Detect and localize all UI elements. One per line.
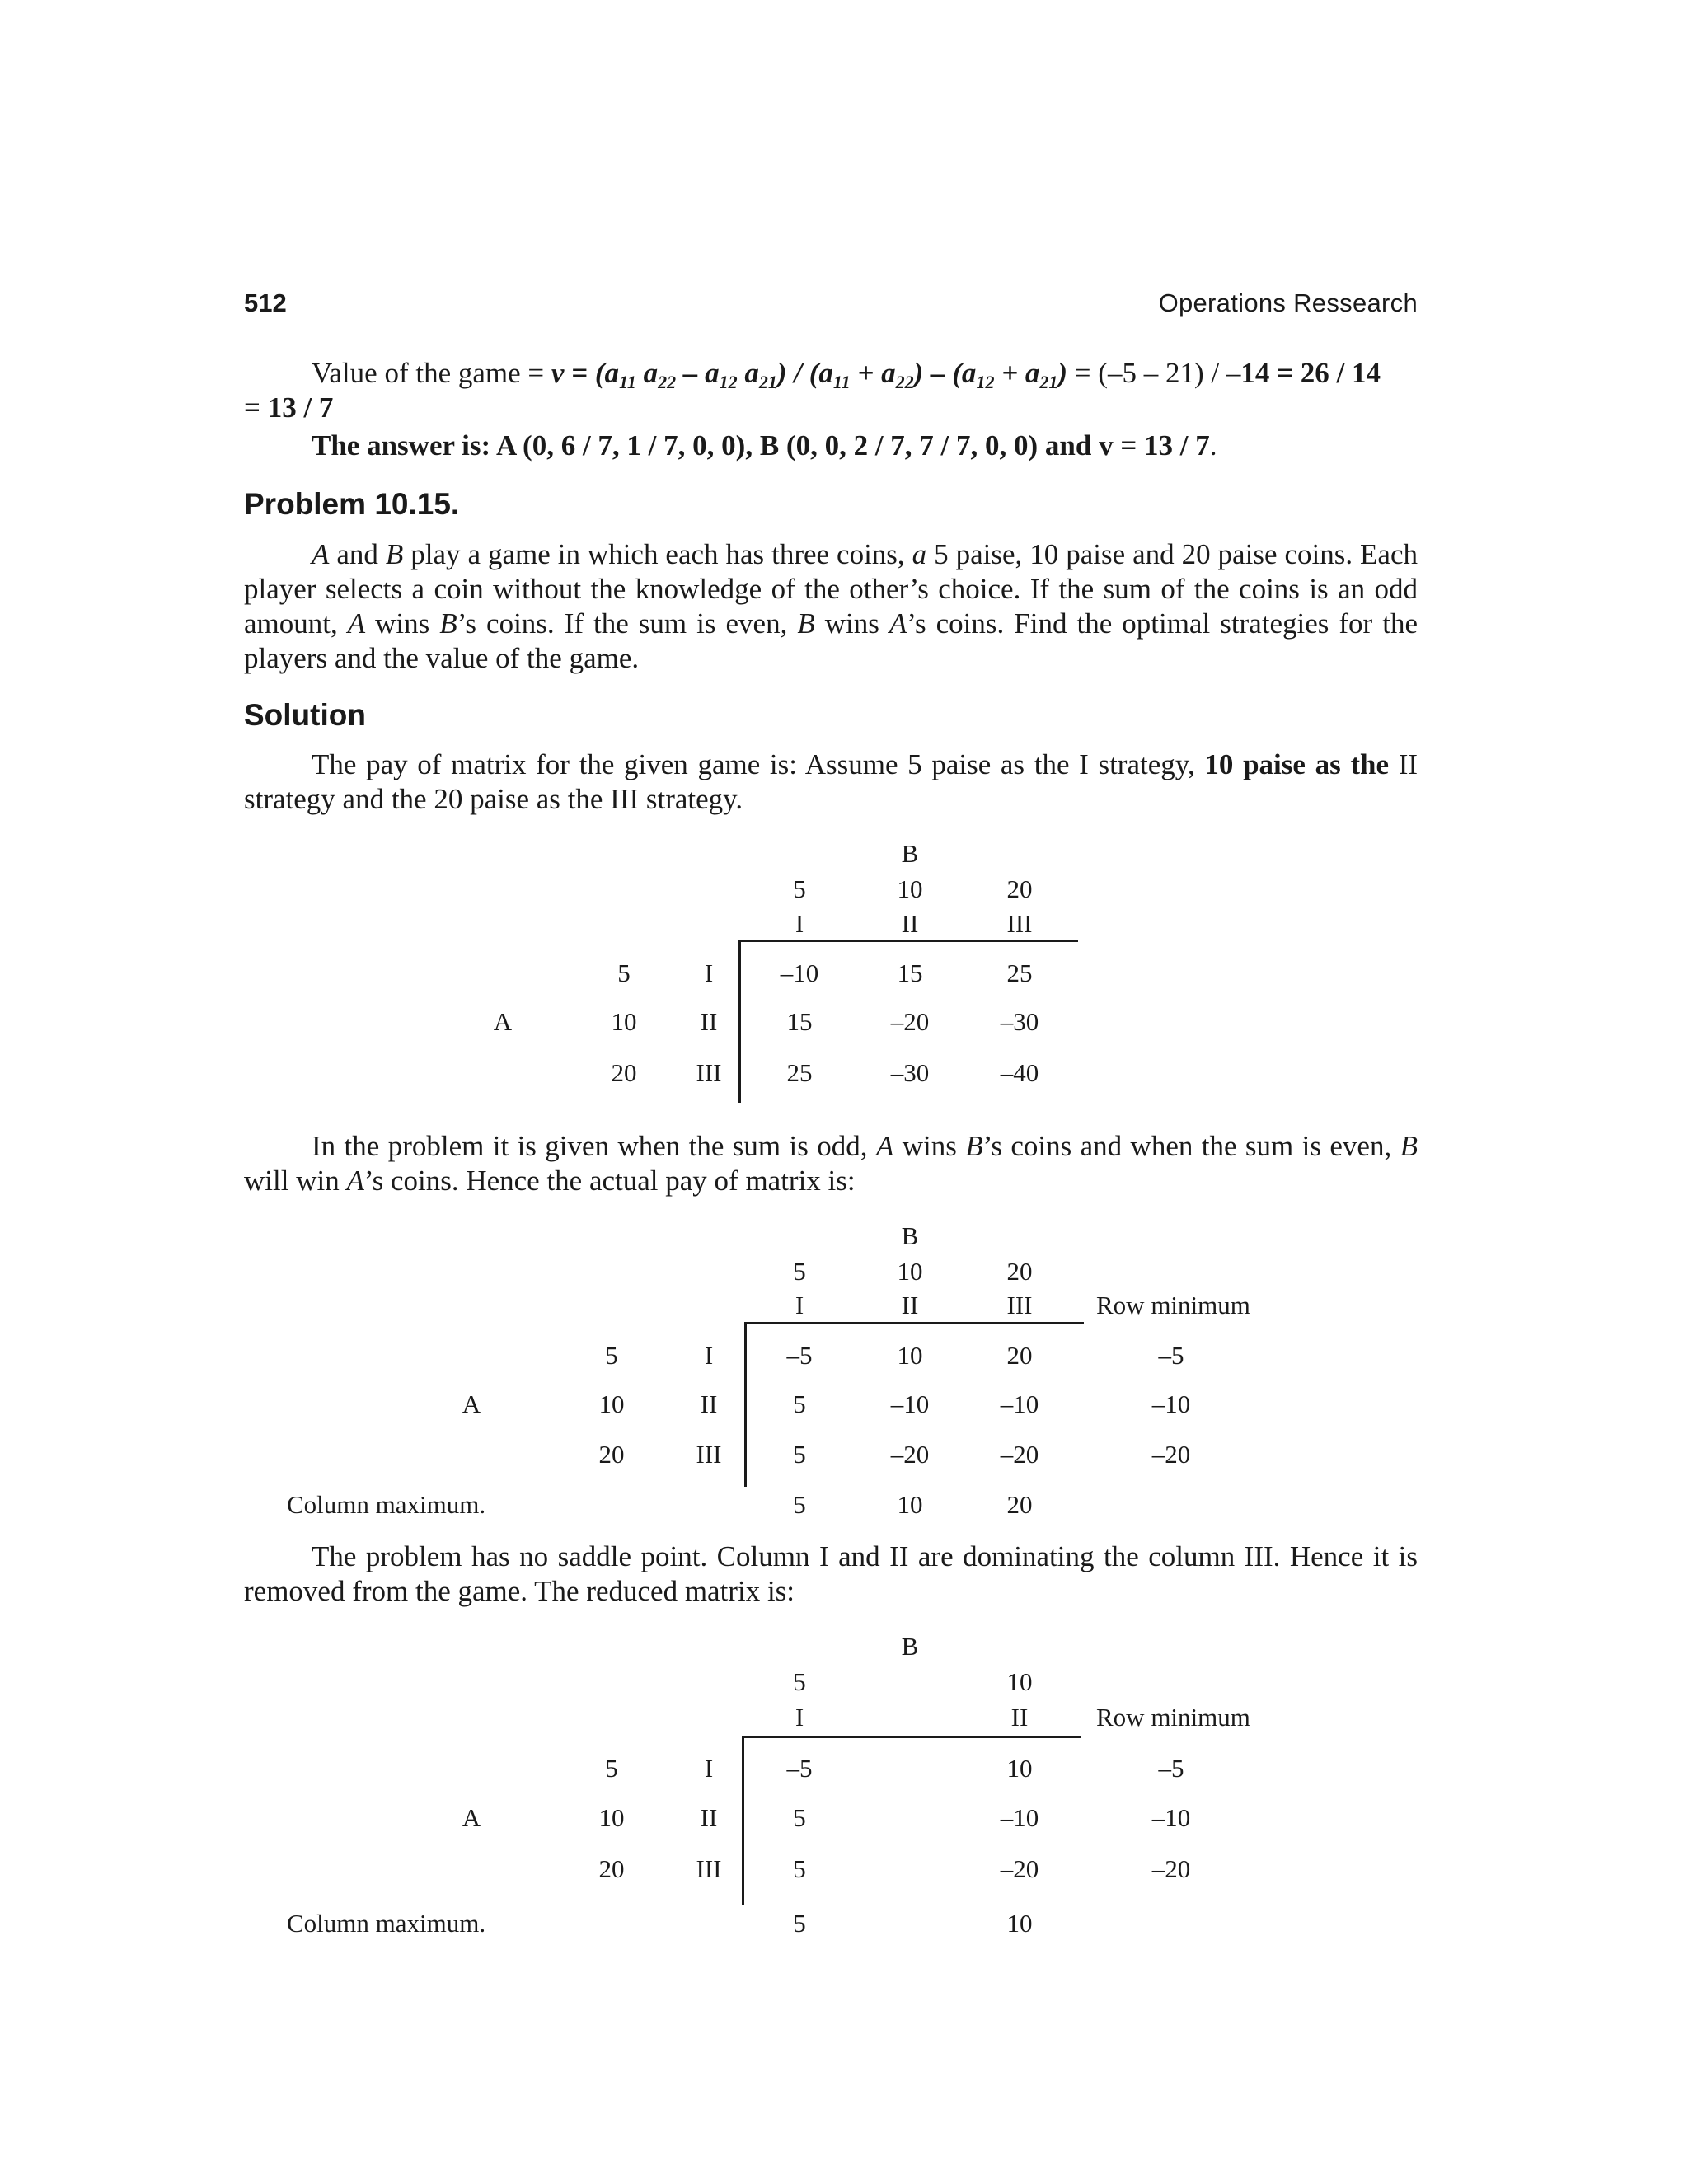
matrix2-top-rule [744, 1322, 1084, 1324]
matrix3-col-value: 10 [1006, 1667, 1033, 1696]
matrix2-row-numeral: II [700, 1390, 718, 1418]
matrix3-player-b: B [901, 1632, 919, 1661]
matrix1-left-rule [738, 940, 741, 1103]
matrix1-col-value: 10 [897, 874, 923, 903]
matrix3-row-minimum: –10 [1151, 1803, 1191, 1832]
value-continuation: = 13 / 7 [244, 391, 334, 424]
value-formula-rest: = (–5 – 21) / – [1074, 357, 1241, 389]
matrix3-column-maximum-label: Column maximum. [287, 1909, 486, 1938]
matrix1-cell: –30 [1000, 1007, 1039, 1036]
matrix3-col-numeral: I [795, 1703, 804, 1732]
matrix1-row-value: 5 [617, 958, 631, 987]
matrix1-col-value: 20 [1006, 874, 1033, 903]
matrix2-row-value: 10 [598, 1390, 625, 1418]
matrix3-row-numeral: II [700, 1803, 718, 1832]
matrix2-col-value: 20 [1006, 1257, 1033, 1286]
matrix2-player-a: A [462, 1390, 481, 1418]
matrix3-cell: 10 [1006, 1754, 1033, 1783]
matrix2-col-value: 10 [897, 1257, 923, 1286]
matrix3-cell: –10 [1000, 1803, 1039, 1832]
matrix2-row-numeral: III [696, 1440, 722, 1469]
matrix1-cell: 15 [786, 1007, 813, 1036]
matrix2-row-minimum: –10 [1151, 1390, 1191, 1418]
matrix1-cell: 15 [897, 958, 923, 987]
problem-statement: A and B play a game in which each has three coins, a 5 paise, 10 paise and 20 paise coins. Each player selects a coin without the knowledge of the other’s choice. If the sum of the coins is an odd amount, A wins B’s coins. If the sum is even, B wins A’s coins. Find the optimal strategies for the players and the value of the game. [244, 538, 1418, 674]
solution-heading: Solution [244, 698, 366, 732]
answer-paragraph: The answer is: A (0, 6 / 7, 1 / 7, 0, 0), B (0, 0, 2 / 7, 7 / 7, 0, 0) and v = 13 / 7. [312, 429, 1217, 462]
matrix1-col-numeral: III [1006, 909, 1033, 938]
matrix3-col-numeral: II [1010, 1703, 1029, 1732]
matrix2-cell: –20 [890, 1440, 930, 1469]
value-of-game-paragraph [244, 356, 1418, 425]
matrix3-row-value: 20 [598, 1854, 625, 1883]
matrix3-row-value: 5 [605, 1754, 618, 1783]
matrix1-cell: –30 [890, 1058, 930, 1087]
running-header-title: Operations Ressearch [1158, 288, 1418, 317]
value-prefix: Value of the game = [312, 357, 551, 389]
matrix2-cell: –10 [890, 1390, 930, 1418]
page-number: 512 [244, 288, 287, 317]
matrix2-cell: 20 [1006, 1341, 1033, 1370]
matrix1-cell: 25 [1006, 958, 1033, 987]
matrix1-row-value: 20 [611, 1058, 637, 1087]
matrix2-row-minimum: –20 [1151, 1440, 1191, 1469]
matrix1-row-numeral: III [696, 1058, 722, 1087]
matrix3-top-rule [742, 1736, 1081, 1738]
matrix2-cell: 5 [793, 1390, 806, 1418]
matrix2-col-numeral: III [1006, 1291, 1033, 1319]
matrix2-cell: 5 [793, 1440, 806, 1469]
matrix1-row-numeral: II [700, 1007, 718, 1036]
matrix2-cell: –20 [1000, 1440, 1039, 1469]
matrix3-left-rule [742, 1736, 744, 1905]
matrix2-col-value: 5 [793, 1257, 806, 1286]
matrix1-cell: 25 [786, 1058, 813, 1087]
matrix3-column-maximum: 5 [793, 1909, 806, 1938]
matrix2-column-maximum-label: Column maximum. [287, 1490, 486, 1519]
matrix2-column-maximum: 10 [897, 1490, 923, 1519]
matrix2-cell: –10 [1000, 1390, 1039, 1418]
matrix2-cell: –5 [786, 1341, 813, 1370]
matrix2-column-maximum: 20 [1006, 1490, 1033, 1519]
matrix1-top-rule [738, 940, 1078, 942]
value-bold-tail: 14 = 26 / 14 [1240, 357, 1381, 389]
matrix2-column-maximum: 5 [793, 1490, 806, 1519]
matrix3-row-numeral: I [704, 1754, 714, 1783]
matrix3-cell: 5 [793, 1803, 806, 1832]
matrix2-cell: 10 [897, 1341, 923, 1370]
matrix2-col-numeral: II [901, 1291, 919, 1319]
matrix2-row-minimum-label: Row minimum [1096, 1291, 1250, 1319]
matrix2-player-b: B [901, 1221, 919, 1250]
matrix3-cell: 5 [793, 1854, 806, 1883]
problem-heading: Problem 10.15. [244, 487, 460, 521]
matrix1-col-value: 5 [793, 874, 806, 903]
value-formula: $v = (a_{11}$ $a_{22} - a_{12}$ $a_{21}) / (a_{11} + a_{22}) - (a_{12} + a_{21})$ [551, 357, 1068, 392]
matrix3-row-value: 10 [598, 1803, 625, 1832]
matrix3-col-value: 5 [793, 1667, 806, 1696]
matrix1-row-numeral: I [704, 958, 714, 987]
matrix1-row-value: 10 [611, 1007, 637, 1036]
answer-text: The answer is: A (0, 6 / 7, 1 / 7, 0, 0), B (0, 0, 2 / 7, 7 / 7, 0, 0) and v = 13 / 7 [312, 429, 1210, 462]
matrix1-cell: –20 [890, 1007, 930, 1036]
matrix3-row-minimum: –5 [1158, 1754, 1184, 1783]
matrix1-cell: –10 [780, 958, 819, 987]
matrix3-row-numeral: III [696, 1854, 722, 1883]
matrix1-col-numeral: I [795, 909, 804, 938]
matrix2-row-value: 5 [605, 1341, 618, 1370]
matrix2-row-numeral: I [704, 1341, 714, 1370]
matrix1-player-a: A [493, 1007, 513, 1036]
matrix2-col-numeral: I [795, 1291, 804, 1319]
matrix3-row-minimum: –20 [1151, 1854, 1191, 1883]
matrix3-cell: –5 [786, 1754, 813, 1783]
matrix3-player-a: A [462, 1803, 481, 1832]
dominance-paragraph: The problem has no saddle point. Column I and II are dominating the column III. Hence it is removed from the game. The reduced matrix is: [244, 1540, 1418, 1607]
matrix3-column-maximum: 10 [1006, 1909, 1033, 1938]
matrix2-left-rule [744, 1322, 747, 1487]
matrix1-col-numeral: II [901, 909, 919, 938]
matrix3-row-minimum-label: Row minimum [1096, 1703, 1250, 1732]
matrix2-row-value: 20 [598, 1440, 625, 1469]
matrix2-row-minimum: –5 [1158, 1341, 1184, 1370]
matrix1-cell: –40 [1000, 1058, 1039, 1087]
matrix1-player-b: B [901, 839, 919, 868]
payoff-explanation-paragraph: In the problem it is given when the sum is odd, A wins B’s coins and when the sum is even, B will win A’s coins. Hence the actual pay of matrix is: [244, 1130, 1418, 1197]
matrix3-cell: –20 [1000, 1854, 1039, 1883]
solution-intro: The pay of matrix for the given game is: Assume 5 paise as the I strategy, 10 paise as the II strategy and the 20 paise as the III strategy. [244, 748, 1418, 815]
